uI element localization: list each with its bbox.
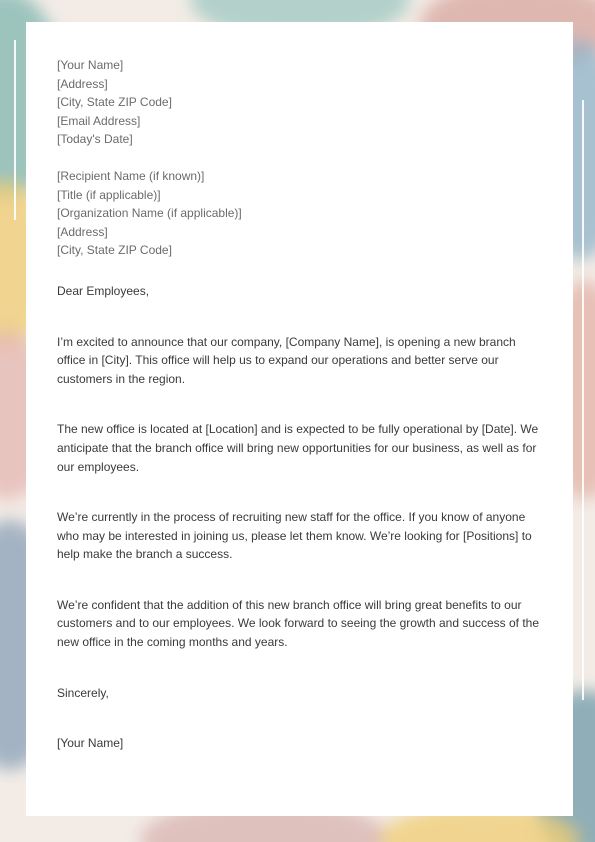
letter-page xyxy=(26,22,573,816)
sender-email: [Email Address] xyxy=(57,113,141,128)
recipient-name: [Recipient Name (if known)] xyxy=(57,168,205,183)
spacer xyxy=(57,388,547,420)
salutation: Dear Employees, xyxy=(57,283,150,298)
recipient-block xyxy=(57,167,547,260)
spacer xyxy=(57,476,547,508)
closing: Sincerely, xyxy=(57,685,109,700)
sender-block xyxy=(57,56,547,149)
recipient-city-state-zip: [City, State ZIP Code] xyxy=(57,243,172,258)
spacer xyxy=(57,301,547,333)
frame-line-left xyxy=(14,40,16,220)
frame-line-right xyxy=(582,100,584,700)
spacer xyxy=(57,564,547,596)
body-paragraph-3: We’re currently in the process of recruiting new staff for the office. If you know of anyone who may be interested in joining us, please let them know. We’re looking for [Positions] to help make the branch a success. xyxy=(57,510,532,562)
body-paragraph-1: I’m excited to announce that our company, [Company Name], is opening a new branch office in [City]. This office will help us to expand our operations and better serve our customers in the region. xyxy=(57,334,516,386)
spacer xyxy=(57,652,547,684)
sender-address: [Address] xyxy=(57,76,108,91)
sender-name: [Your Name] xyxy=(57,58,124,72)
body-paragraph-2: The new office is located at [Location] and is expected to be fully operational by [Date]. We anticipate that the branch office will bring new opportunities for our business, as well as for our employees. xyxy=(57,422,539,474)
recipient-address: [Address] xyxy=(57,224,108,239)
signature-name: [Your Name] xyxy=(57,736,124,751)
recipient-organization: [Organization Name (if applicable)] xyxy=(57,206,242,221)
sender-date: [Today's Date] xyxy=(57,132,133,147)
letter-content xyxy=(57,56,547,753)
spacer xyxy=(57,260,547,282)
spacer xyxy=(57,149,547,167)
sender-city-state-zip: [City, State ZIP Code] xyxy=(57,95,172,110)
recipient-title: [Title (if applicable)] xyxy=(57,187,161,202)
spacer xyxy=(57,702,547,734)
body-paragraph-4: We’re confident that the addition of this new branch office will bring great benefits to our customers and to our employees. We look forward to seeing the growth and success of the new office in the coming months and years. xyxy=(57,597,540,650)
